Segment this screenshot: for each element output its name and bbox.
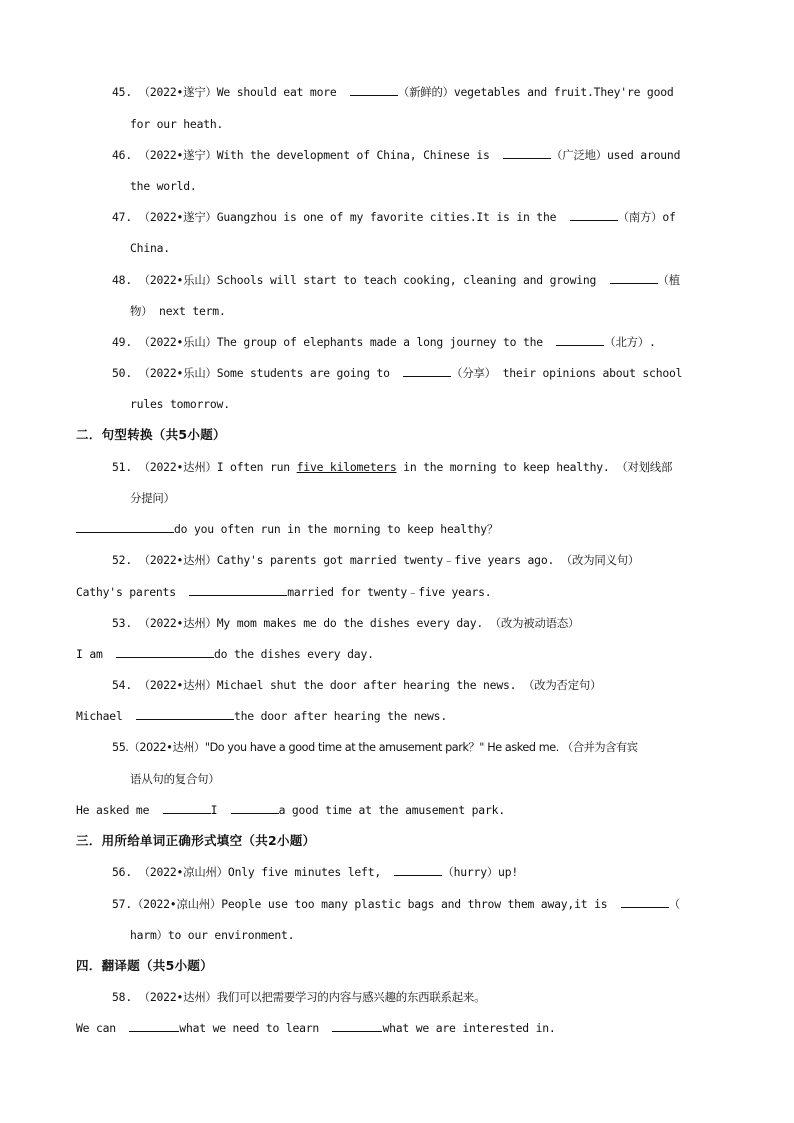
underlined-phrase: five kilometers: [296, 460, 397, 474]
question-54-answer: Michael the door after hearing the news.: [76, 709, 447, 723]
question-47-cont: China.: [130, 241, 170, 255]
question-45: 45. （2022•遂宁）We should eat more （新鲜的）vegetables and fruit.They're good: [112, 85, 674, 99]
question-47: 47. （2022•遂宁）Guangzhou is one of my favorite cities.It is in the （南方）of: [112, 210, 676, 224]
question-52: 52. （2022•达州）Cathy's parents got married twenty﹣five years ago. （改为同义句）: [112, 553, 640, 567]
question-45-cont: for our heath.: [130, 117, 224, 131]
answer-blank[interactable]: [350, 84, 398, 96]
question-52-answer: Cathy's parents married for twenty﹣five years.: [76, 585, 492, 599]
answer-blank[interactable]: [163, 802, 211, 814]
answer-blank[interactable]: [394, 864, 442, 876]
question-55-answer: He asked me I a good time at the amusement park.: [76, 803, 505, 817]
section-heading-3: 三．用所给单词正确形式填空（共2小题）: [76, 833, 316, 848]
answer-blank[interactable]: [621, 896, 669, 908]
question-55-cont: 语从句的复合句）: [130, 772, 220, 786]
question-54: 54. （2022•达州）Michael shut the door after hearing the news. （改为否定句）: [112, 678, 602, 692]
answer-blank[interactable]: [116, 646, 214, 658]
question-56: 56. （2022•凉山州）Only five minutes left, （hurry）up!: [112, 865, 519, 879]
answer-blank[interactable]: [231, 802, 279, 814]
question-57: 57.（2022•凉山州）People use too many plastic bags and throw them away,it is （: [112, 897, 680, 911]
question-53: 53. （2022•达州）My mom makes me do the dishes every day. （改为被动语态）: [112, 616, 580, 630]
answer-blank[interactable]: [332, 1020, 382, 1032]
answer-blank[interactable]: [503, 147, 551, 159]
question-50: 50. （2022•乐山）Some students are going to （分享） their opinions about school: [112, 366, 683, 380]
question-51: 51. （2022•达州）I often run five kilometers in the morning to keep healthy. （对划线部: [112, 460, 673, 474]
question-48-cont: 物） next term.: [130, 304, 226, 318]
answer-blank[interactable]: [403, 365, 451, 377]
answer-blank[interactable]: [129, 1020, 179, 1032]
section-heading-4: 四．翻译题（共5小题）: [76, 958, 213, 973]
answer-blank[interactable]: [76, 521, 174, 533]
question-51-answer: do you often run in the morning to keep healthy？: [76, 521, 498, 537]
question-55: 55.（2022•达州）"Do you have a good time at the amusement park？" He asked me. （合并为含有宾: [112, 741, 638, 754]
answer-blank[interactable]: [570, 209, 618, 221]
question-58-answer: We can what we need to learn what we are interested in.: [76, 1021, 556, 1035]
answer-blank[interactable]: [556, 334, 604, 346]
answer-blank[interactable]: [136, 708, 234, 720]
question-49: 49. （2022•乐山）The group of elephants made a long journey to the （北方）.: [112, 335, 656, 349]
question-46-cont: the world.: [130, 179, 197, 193]
section-heading-2: 二．句型转换（共5小题）: [76, 427, 226, 442]
question-53-answer: I am do the dishes every day.: [76, 647, 374, 661]
question-46: 46. （2022•遂宁）With the development of China, Chinese is （广泛地）used around: [112, 148, 681, 162]
question-57-cont: harm）to our environment.: [130, 928, 295, 942]
question-51-cont: 分提问）: [130, 491, 175, 505]
answer-blank[interactable]: [610, 272, 658, 284]
question-48: 48. （2022•乐山）Schools will start to teach cooking, cleaning and growing （植: [112, 273, 680, 287]
answer-blank[interactable]: [189, 584, 287, 596]
question-58: 58. （2022•达州）我们可以把需要学习的内容与感兴趣的东西联系起来。: [112, 990, 486, 1004]
question-50-cont: rules tomorrow.: [130, 397, 230, 411]
